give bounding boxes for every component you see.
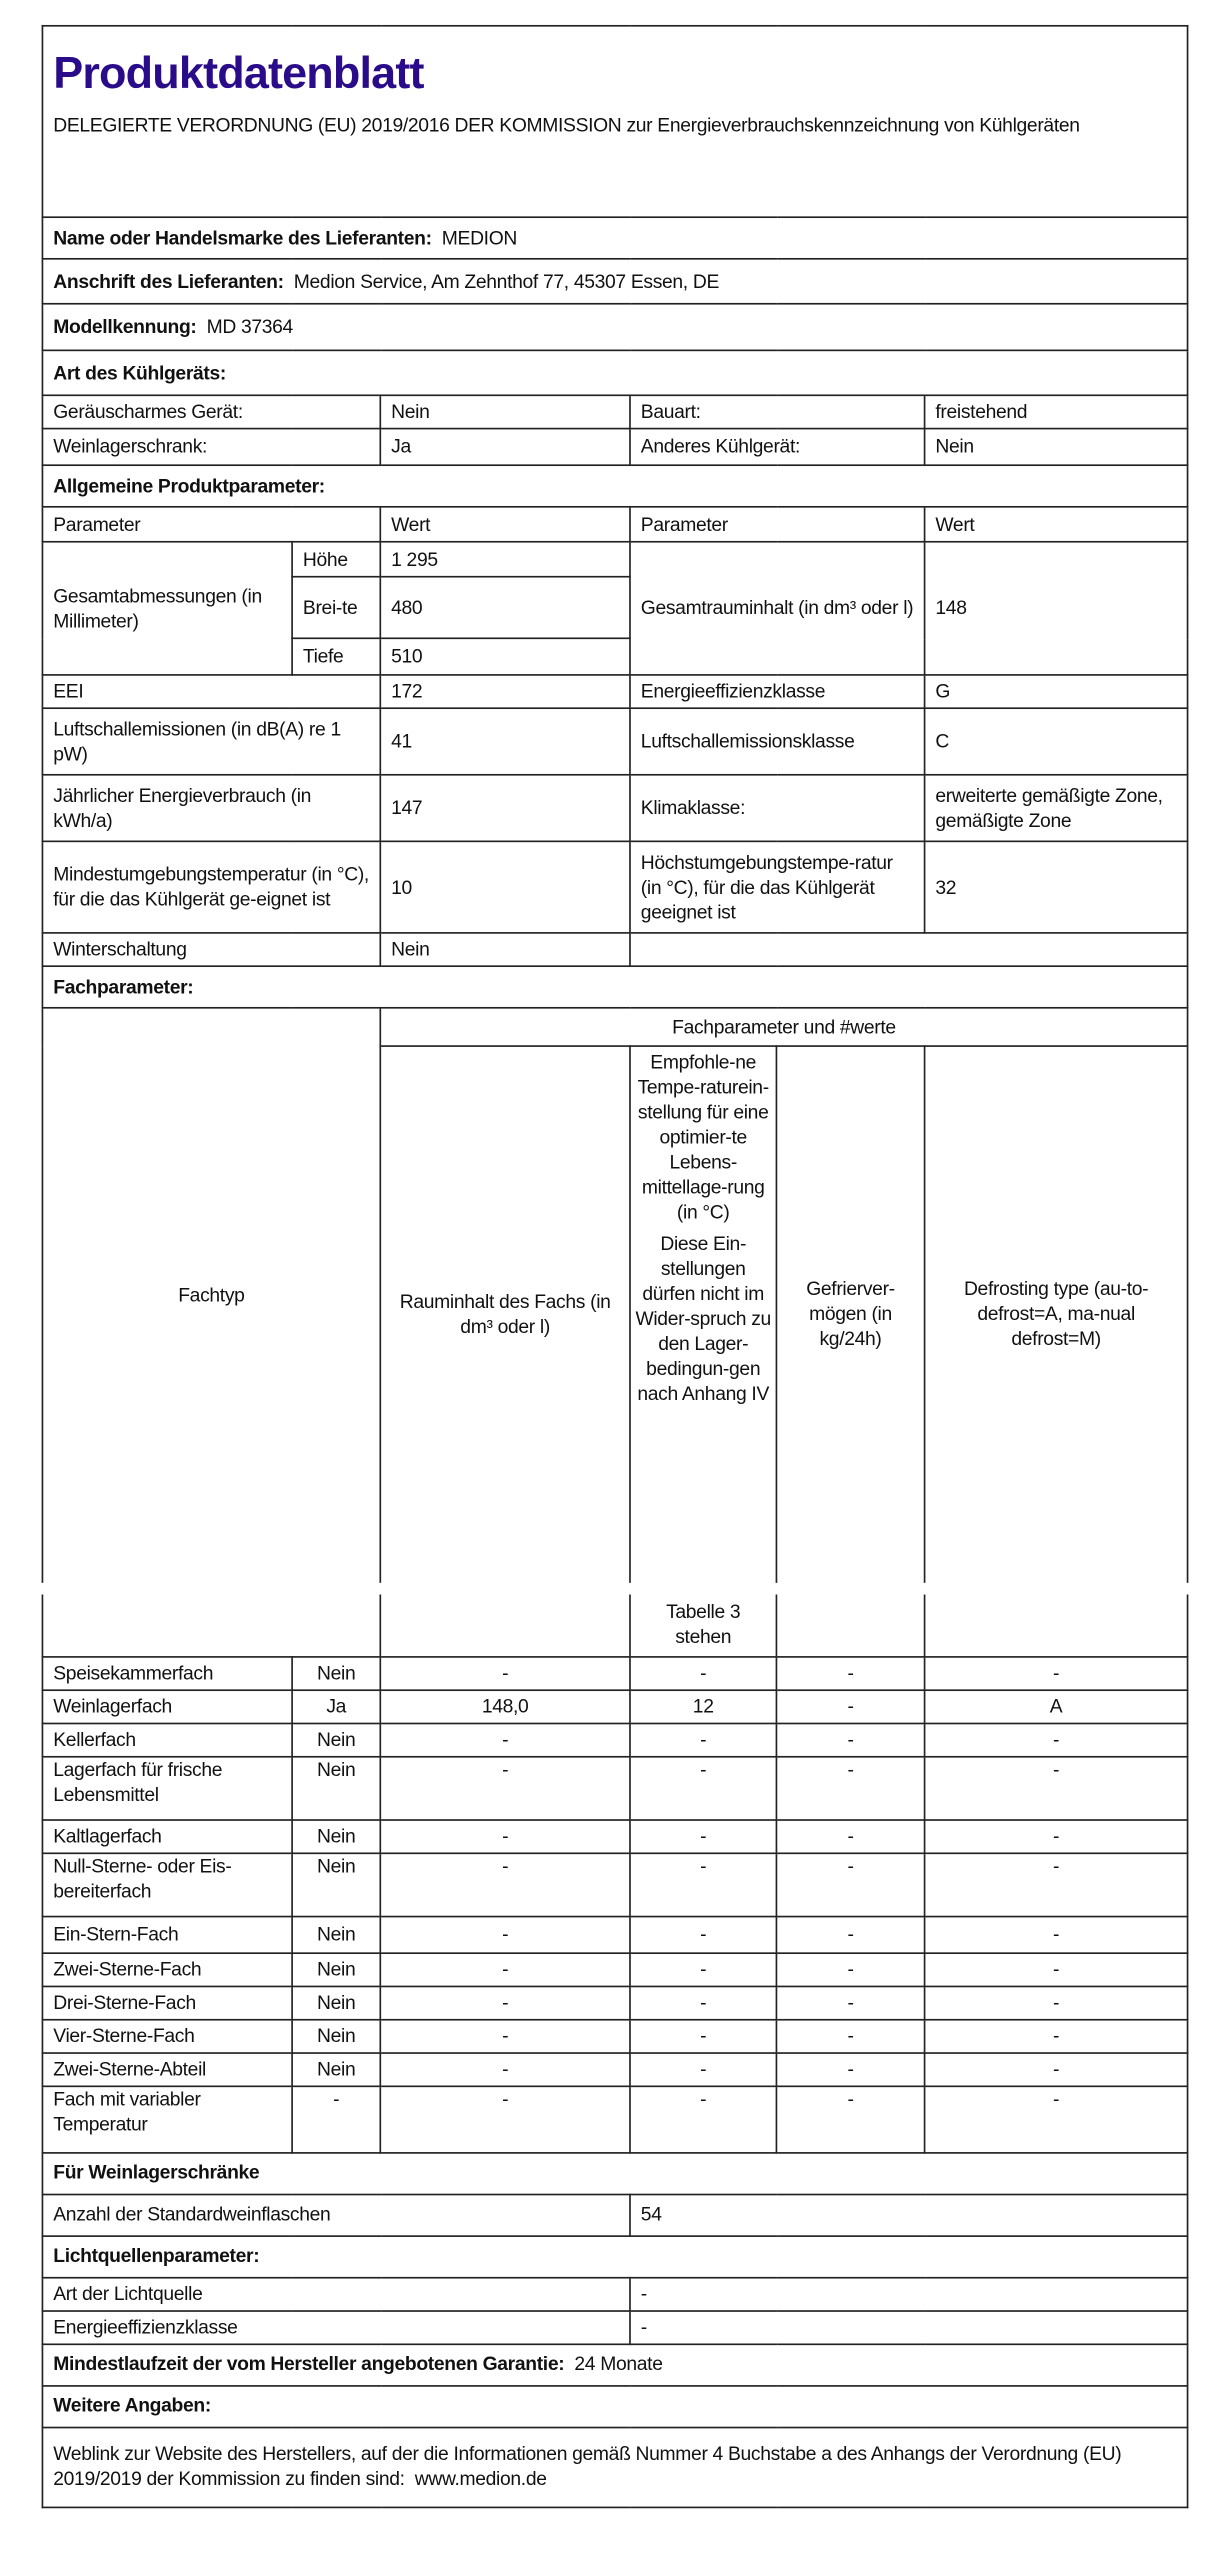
height-label: Höhe [292, 542, 380, 577]
compartment-group-header: Fachparameter und #werte [380, 1008, 1187, 1046]
compartment-volume: - [380, 1916, 630, 1953]
design-value: freistehend [925, 395, 1188, 428]
compartment-row [42, 2085, 1187, 2152]
min-temp-value: 10 [380, 841, 630, 933]
compartment-present: Nein [292, 1852, 380, 1915]
compartment-defrost: - [925, 2052, 1188, 2085]
compartment-present: Nein [292, 1819, 380, 1852]
empty-cell [630, 933, 1188, 966]
compartment-present: Ja [292, 1689, 380, 1722]
compartment-volume-header: Rauminhalt des Fachs (in dm³ oder l) [380, 1046, 630, 1582]
compartment-row [42, 2019, 1187, 2052]
dimensions-label: Gesamtabmessungen (in Millimeter) [42, 542, 292, 675]
empty-cell [776, 1594, 924, 1656]
noise-class-label: Luftschallemissionsklasse [630, 708, 925, 775]
light-class-label: Energieeffizienzklasse [42, 2310, 630, 2343]
compartment-name: Zwei-Sterne-Fach [42, 1952, 292, 1985]
noise-value: 41 [380, 708, 630, 775]
compartment-name: Speisekammerfach [42, 1656, 292, 1689]
compartment-temp: - [630, 1656, 776, 1689]
noise-class-value: C [925, 708, 1188, 775]
section-wine-cabinets: Für Weinlagerschränke [42, 2152, 1187, 2194]
compartment-present: Nein [292, 2019, 380, 2052]
compartment-row [42, 1986, 1187, 2019]
empty-cell [380, 1594, 630, 1656]
compartment-volume: - [380, 1723, 630, 1756]
compartment-freeze: - [776, 1916, 924, 1953]
compartment-temp: 12 [630, 1689, 776, 1722]
section-more-info: Weitere Angaben: [42, 2385, 1187, 2427]
max-temp-value: 32 [925, 841, 1188, 933]
warranty-value: 24 Monate [574, 2353, 663, 2376]
defrost-type-header: Defrosting type (au-to-defrost=A, ma-nual defrost=M) [925, 1046, 1188, 1582]
compartment-present: Nein [292, 1723, 380, 1756]
compartment-temp: - [630, 1819, 776, 1852]
datasheet-table-part1 [42, 25, 1189, 1582]
compartment-defrost: - [925, 1756, 1188, 1819]
compartment-name: Kellerfach [42, 1723, 292, 1756]
compartment-present: Nein [292, 1656, 380, 1689]
depth-value: 510 [380, 638, 630, 675]
compartment-volume: - [380, 1952, 630, 1985]
model-label: Modellkennung: [53, 316, 197, 338]
compartment-row [42, 2052, 1187, 2085]
other-appliance-label: Anderes Kühlgerät: [630, 429, 925, 466]
compartment-temp: - [630, 1916, 776, 1953]
compartment-defrost: - [925, 2085, 1188, 2152]
compartment-freeze: - [776, 1723, 924, 1756]
compartment-name: Fach mit variabler Temperatur [42, 2085, 292, 2152]
compartment-temp: - [630, 2085, 776, 2152]
energy-class-value: G [925, 675, 1188, 708]
compartment-volume: - [380, 1819, 630, 1852]
climate-class-label: Klimaklasse: [630, 775, 925, 842]
compartment-present: Nein [292, 1916, 380, 1953]
recommended-temp-header: Empfohle-ne Tempe-raturein-stellung für eine optimier-te Lebens-mittellage-rung (in °C) [637, 1051, 769, 1224]
compartment-defrost: - [925, 1916, 1188, 1953]
supplier-name-label: Name oder Handelsmarke des Lieferanten: [53, 227, 432, 249]
compartment-type-header: Fachtyp [42, 1008, 380, 1582]
compartment-defrost: - [925, 2019, 1188, 2052]
low-noise-label: Geräuscharmes Gerät: [42, 395, 380, 428]
low-noise-value: Nein [380, 395, 630, 428]
compartment-freeze: - [776, 2052, 924, 2085]
compartment-name: Null-Sterne- oder Eis-bereiterfach [42, 1852, 292, 1915]
section-general-params: Allgemeine Produktparameter: [42, 465, 1187, 507]
supplier-name: MEDION [441, 227, 518, 249]
design-label: Bauart: [630, 395, 925, 428]
freezing-capacity-header: Gefrierver-mögen (in kg/24h) [776, 1046, 924, 1582]
wine-bottles-value: 54 [630, 2194, 1188, 2236]
wine-cabinet-value: Ja [380, 429, 630, 466]
height-value: 1 295 [380, 542, 630, 577]
min-temp-label: Mindestumgebungstemperatur (in °C), für die das Kühlgerät ge-eignet ist [42, 841, 380, 933]
compartment-row [42, 1723, 1187, 1756]
other-appliance-value: Nein [925, 429, 1188, 466]
compartment-name: Weinlagerfach [42, 1689, 292, 1722]
wine-bottles-label: Anzahl der Standardweinflaschen [42, 2194, 630, 2236]
eei-label: EEI [42, 675, 380, 708]
compartment-defrost: - [925, 1852, 1188, 1915]
more-info-text: Weblink zur Website des Herstellers, auf der die Informationen gemäß Nummer 4 Buchstabe a des Anhangs der Verordnung (EU) 2019/2019 der Kommission zu finden sind: [53, 2443, 1122, 2490]
supplier-address: Medion Service, Am Zehnthof 77, 45307 Essen, DE [293, 270, 720, 293]
compartment-freeze: - [776, 1952, 924, 1985]
width-value: 480 [380, 577, 630, 639]
empty-cell [925, 1594, 1188, 1656]
compartment-row [42, 1819, 1187, 1852]
annual-energy-label: Jährlicher Energieverbrauch (in kWh/a) [42, 775, 380, 842]
recommended-temp-note: Diese Ein-stellungen dürfen nicht im Wider-spruch zu den Lager-bedingun-gen nach Anhang IV [635, 1233, 771, 1405]
compartment-present: Nein [292, 1756, 380, 1819]
energy-class-label: Energieeffizienzklasse [630, 675, 925, 708]
compartment-temp: - [630, 1852, 776, 1915]
recommended-temp-note-cont: Tabelle 3 stehen [630, 1594, 776, 1656]
compartment-row [42, 1689, 1187, 1722]
compartment-name: Kaltlagerfach [42, 1819, 292, 1852]
section-light-source: Lichtquellenparameter: [42, 2235, 1187, 2277]
compartment-name: Zwei-Sterne-Abteil [42, 2052, 292, 2085]
compartment-name: Ein-Stern-Fach [42, 1916, 292, 1953]
compartment-freeze: - [776, 1852, 924, 1915]
annual-energy-value: 147 [380, 775, 630, 842]
climate-class-value: erweiterte gemäßigte Zone, gemäßigte Zone [925, 775, 1188, 842]
compartment-volume: 148,0 [380, 1689, 630, 1722]
wine-cabinet-label: Weinlagerschrank: [42, 429, 380, 466]
compartment-freeze: - [776, 1689, 924, 1722]
winter-switch-label: Winterschaltung [42, 933, 380, 966]
noise-label: Luftschallemissionen (in dB(A) re 1 pW) [42, 708, 380, 775]
compartment-volume: - [380, 1756, 630, 1819]
light-type-label: Art der Lichtquelle [42, 2277, 630, 2310]
param-header: Parameter [42, 507, 380, 542]
compartment-row [42, 1852, 1187, 1915]
compartment-volume: - [380, 2052, 630, 2085]
param-header-2: Parameter [630, 507, 925, 542]
compartment-temp: - [630, 1756, 776, 1819]
regulation-subtitle: DELEGIERTE VERORDNUNG (EU) 2019/2016 DER KOMMISSION zur Energieverbrauchskennzeichnung von Kühlgeräten [53, 114, 1080, 137]
compartment-volume: - [380, 2085, 630, 2152]
compartment-defrost: - [925, 1819, 1188, 1852]
compartment-temp: - [630, 1986, 776, 2019]
compartment-row [42, 1756, 1187, 1819]
compartment-present: - [292, 2085, 380, 2152]
empty-cell [42, 1594, 380, 1656]
compartment-volume: - [380, 1852, 630, 1915]
compartment-freeze: - [776, 1819, 924, 1852]
compartment-name: Drei-Sterne-Fach [42, 1986, 292, 2019]
compartment-name: Vier-Sterne-Fach [42, 2019, 292, 2052]
compartment-freeze: - [776, 1656, 924, 1689]
compartment-row [42, 1916, 1187, 1953]
total-volume-value: 148 [925, 542, 1188, 675]
max-temp-label: Höchstumgebungstempe-ratur (in °C), für die das Kühlgerät geeignet ist [630, 841, 925, 933]
compartment-defrost: - [925, 1656, 1188, 1689]
compartment-temp: - [630, 2052, 776, 2085]
compartment-freeze: - [776, 2085, 924, 2152]
compartment-present: Nein [292, 1952, 380, 1985]
compartment-defrost: - [925, 1952, 1188, 1985]
section-appliance-type: Art des Kühlgeräts: [42, 350, 1187, 395]
model-id: MD 37364 [206, 316, 293, 338]
compartment-defrost: - [925, 1723, 1188, 1756]
compartment-volume: - [380, 1656, 630, 1689]
compartment-freeze: - [776, 1986, 924, 2019]
total-volume-label: Gesamtrauminhalt (in dm³ oder l) [630, 542, 925, 675]
compartment-defrost: A [925, 1689, 1188, 1722]
depth-label: Tiefe [292, 638, 380, 675]
manufacturer-weblink[interactable]: www.medion.de [414, 2468, 547, 2490]
section-compartments: Fachparameter: [42, 966, 1187, 1008]
compartment-present: Nein [292, 2052, 380, 2085]
eei-value: 172 [380, 675, 630, 708]
winter-switch-value: Nein [380, 933, 630, 966]
compartment-row [42, 1952, 1187, 1985]
compartment-volume: - [380, 1986, 630, 2019]
compartment-defrost: - [925, 1986, 1188, 2019]
compartment-volume: - [380, 2019, 630, 2052]
light-type-value: - [630, 2277, 1188, 2310]
compartment-temp: - [630, 1723, 776, 1756]
compartment-name: Lagerfach für frische Lebensmittel [42, 1756, 292, 1819]
value-header: Wert [380, 507, 630, 542]
value-header-2: Wert [925, 507, 1188, 542]
warranty-label: Mindestlaufzeit der vom Hersteller angebotenen Garantie: [53, 2353, 565, 2376]
compartment-freeze: - [776, 2019, 924, 2052]
compartment-row [42, 1656, 1187, 1689]
page-title: Produktdatenblatt [53, 48, 424, 99]
compartment-present: Nein [292, 1986, 380, 2019]
light-class-value: - [630, 2310, 1188, 2343]
supplier-address-label: Anschrift des Lieferanten: [53, 270, 284, 293]
compartment-temp: - [630, 2019, 776, 2052]
datasheet-table-part2 [42, 1594, 1189, 2507]
compartment-freeze: - [776, 1756, 924, 1819]
compartment-temp: - [630, 1952, 776, 1985]
width-label: Brei-te [292, 577, 380, 639]
